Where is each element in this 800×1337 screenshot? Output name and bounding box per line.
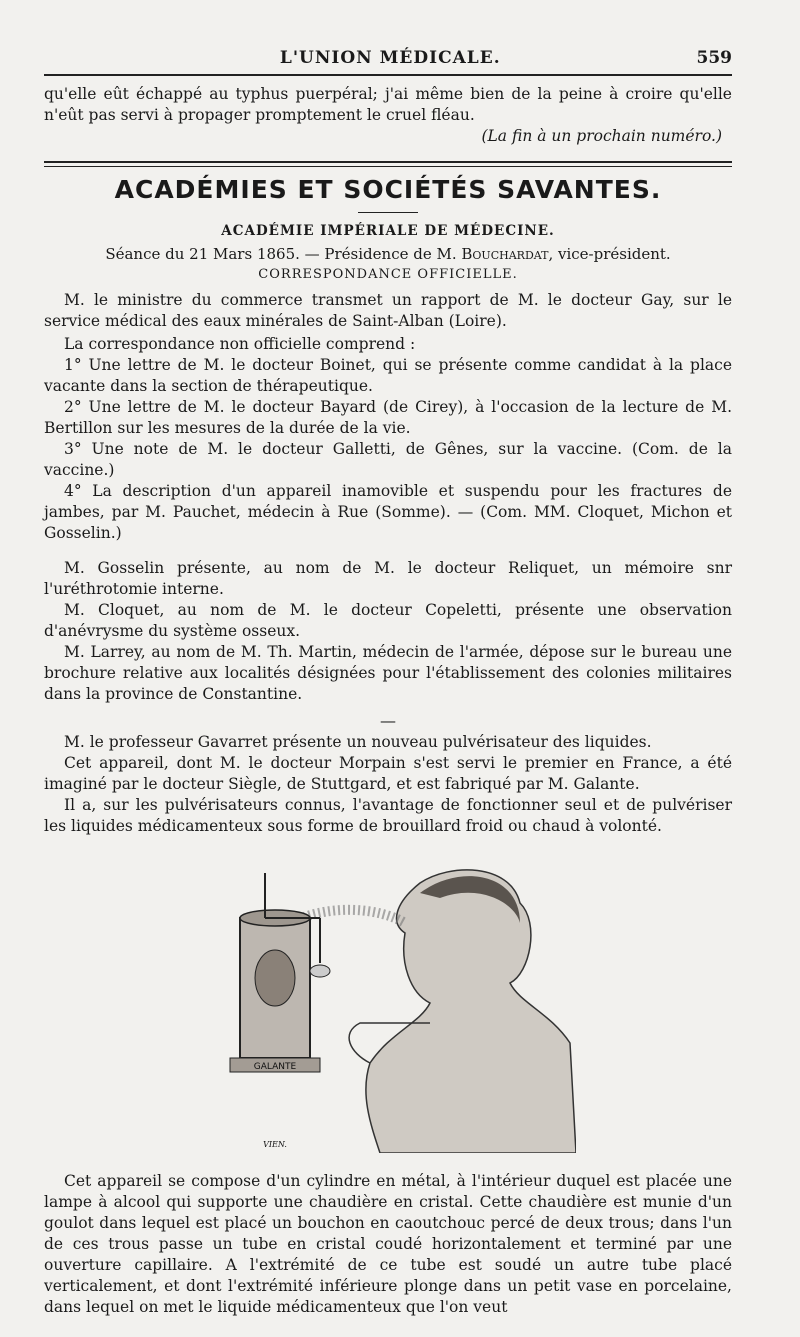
carryover-paragraph: qu'elle eût échappé au typhus puerpéral; j'ai même bien de la peine à croire qu'elle n'eût pas servi à propager promptement le cruel fléau. bbox=[44, 85, 732, 124]
section-rule bbox=[44, 161, 732, 167]
paragraph-avantage: Il a, sur les pulvérisateurs connus, l'avantage de fonctionner seul et de pulvériser les liquides médicamenteux sous forme de brouillard froid ou chaud à volonté. bbox=[44, 796, 732, 835]
paragraph-ministre: M. le ministre du commerce transmet un rapport de M. le docteur Gay, sur le service médical des eaux minérales de Saint-Alban (Loire). bbox=[44, 291, 732, 330]
paragraph-item-4: 4° La description d'un appareil inamovible et suspendu pour les fractures de jambes, par M. Pauchet, médecin à Rue (Somme). — (Com. MM. Cloquet, Michon et Gosselin.) bbox=[44, 482, 732, 542]
page bbox=[44, 40, 732, 1318]
gap bbox=[44, 544, 732, 558]
paragraph-gosselin: M. Gosselin présente, au nom de M. le docteur Reliquet, un mémoire snr l'uréthrotomie interne. bbox=[44, 559, 732, 598]
section-title: ACADÉMIES ET SOCIÉTÉS SAVANTES. bbox=[114, 175, 662, 204]
paragraph-larrey: M. Larrey, au nom de M. Th. Martin, médecin de l'armée, dépose sur le bureau une brochure relative aux localités désignées pour l'établissement des colonies militaires dans la province de Constantine. bbox=[44, 643, 732, 703]
running-head bbox=[44, 40, 732, 76]
separator-dash: — bbox=[380, 711, 396, 730]
president-name: Bouchardat bbox=[461, 245, 549, 263]
engraver-signature: VIEN. bbox=[263, 1140, 287, 1149]
paragraph-cloquet: M. Cloquet, au nom de M. le docteur Copeletti, présente une observation d'anévrysme du système osseux. bbox=[44, 601, 732, 640]
journal-title: L'UNION MÉDICALE. bbox=[279, 48, 501, 68]
session-line bbox=[44, 245, 732, 263]
paragraph-appareil: Cet appareil, dont M. le docteur Morpain s'est servi le premier en France, a été imaginé par le docteur Siègle, de Stuttgard, et est fabriqué par M. Galante. bbox=[44, 754, 732, 793]
small-rule bbox=[358, 212, 418, 213]
correspondence-heading: CORRESPONDANCE OFFICIELLE. bbox=[258, 267, 518, 282]
maker-label: GALANTE bbox=[253, 1062, 297, 1072]
paragraph-item-2: 2° Une lettre de M. le docteur Bayard (de Cirey), à l'occasion de la lecture de M. Bertillon sur les mesures de la durée de la vie. bbox=[44, 398, 732, 437]
paragraph-gavarret: M. le professeur Gavarret présente un nouveau pulvérisateur des liquides. bbox=[64, 733, 652, 751]
end-note: (La fin à un prochain numéro.) bbox=[481, 127, 722, 145]
paragraph-item-1: 1° Une lettre de M. le docteur Boinet, qui se présente comme candidat à la place vacante dans la section de thérapeutique. bbox=[44, 356, 732, 395]
engraving bbox=[220, 863, 576, 1153]
academy-heading: ACADÉMIE IMPÉRIALE DE MÉDECINE. bbox=[221, 223, 555, 239]
session-prefix: Séance du 21 Mars 1865. — Présidence de M. bbox=[105, 245, 462, 263]
paragraph-correspondance: La correspondance non officielle comprend : bbox=[64, 335, 416, 353]
paragraph-description: Cet appareil se compose d'un cylindre en métal, à l'intérieur duquel est placée une lampe à alcool qui supporte une chaudière en cristal. Cette chaudière est munie d'un goulot dans lequel est placé un bouchon en caoutchouc percé de deux trous; dans l'un de ces trous passe un tube en cristal coudé horizontalement et terminé par une ouverture capillaire. A l'extrémité de ce tube est soudé un autre tube placé verticalement, et dont l'extrémité inférieure plonge dans un petit vase en porcelaine, dans lequel on met le liquide médicamenteux que l'on veut bbox=[44, 1172, 732, 1316]
session-suffix: , vice-président. bbox=[548, 245, 671, 263]
page-number: 559 bbox=[696, 48, 732, 68]
pulverizer-illustration bbox=[220, 863, 576, 1153]
paragraph-item-3: 3° Une note de M. le docteur Galletti, de Gênes, sur la vaccine. (Com. de la vaccine.) bbox=[44, 440, 732, 479]
